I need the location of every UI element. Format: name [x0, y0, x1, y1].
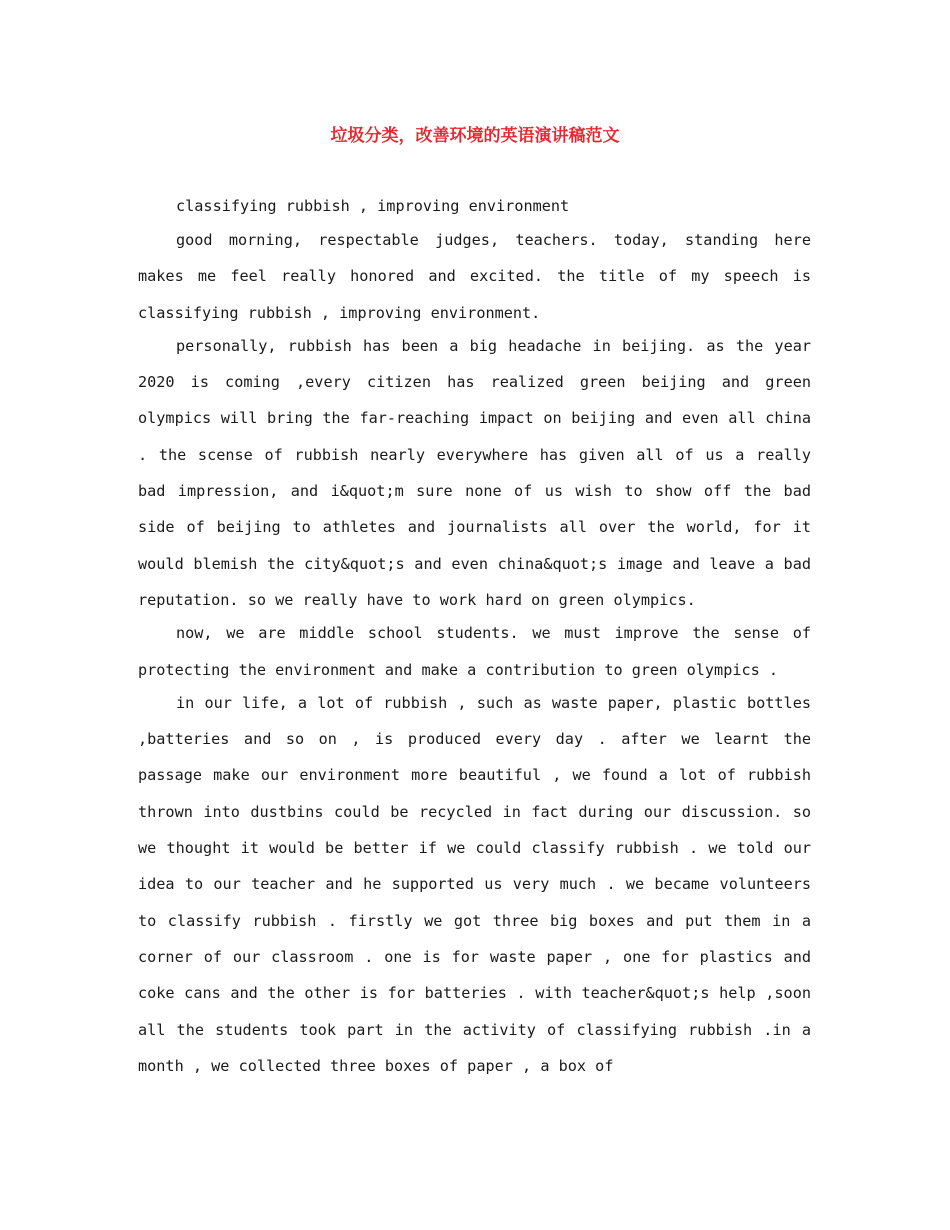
- paragraph-students: now, we are middle school students. we must improve the sense of protecting the environment and make a contribution to green olympics .: [138, 624, 811, 679]
- paragraph-greeting: good morning, respectable judges, teachers. today, standing here makes me feel really honored and excited. the title of my speech is classifying rubbish , improving environment.: [138, 231, 811, 322]
- document-title: 垃圾分类，改善环境的英语演讲稿范文: [330, 126, 620, 146]
- paragraph-classify: in our life, a lot of rubbish , such as waste paper, plastic bottles ,batteries and so on , is produced every day . after we learnt the passage make our environment more beautiful , we found a lot of rubbish thrown into dustbins could be recycled in fact during our discussion. so we thought it would be better if we could classify rubbish . we told our idea to our teacher and he supported us very much . we became volunteers to classify rubbish . firstly we got three big boxes and put them in a corner of our classroom . one is for waste paper , one for plastics and coke cans and the other is for batteries . with teacher&quot;s help ,soon all the students took part in the activity of classifying rubbish .in a month , we collected three boxes of paper , a box of: [138, 693, 811, 1075]
- paragraph-headache: personally, rubbish has been a big headache in beijing. as the year 2020 is coming ,every citizen has realized green beijing and green olympics will bring the far-reaching impact on beijing and even all china . the scense of rubbish nearly everywhere has given all of us a really bad impression, and i&quot;m sure none of us wish to show off the bad side of beijing to athletes and journalists all over the world, for it would blemish the city&quot;s and even china&quot;s image and leave a bad reputation. so we really have to work hard on green olympics.: [138, 336, 811, 609]
- speech-subtitle: classifying rubbish , improving environment: [176, 197, 570, 215]
- document-body: [138, 192, 811, 1084]
